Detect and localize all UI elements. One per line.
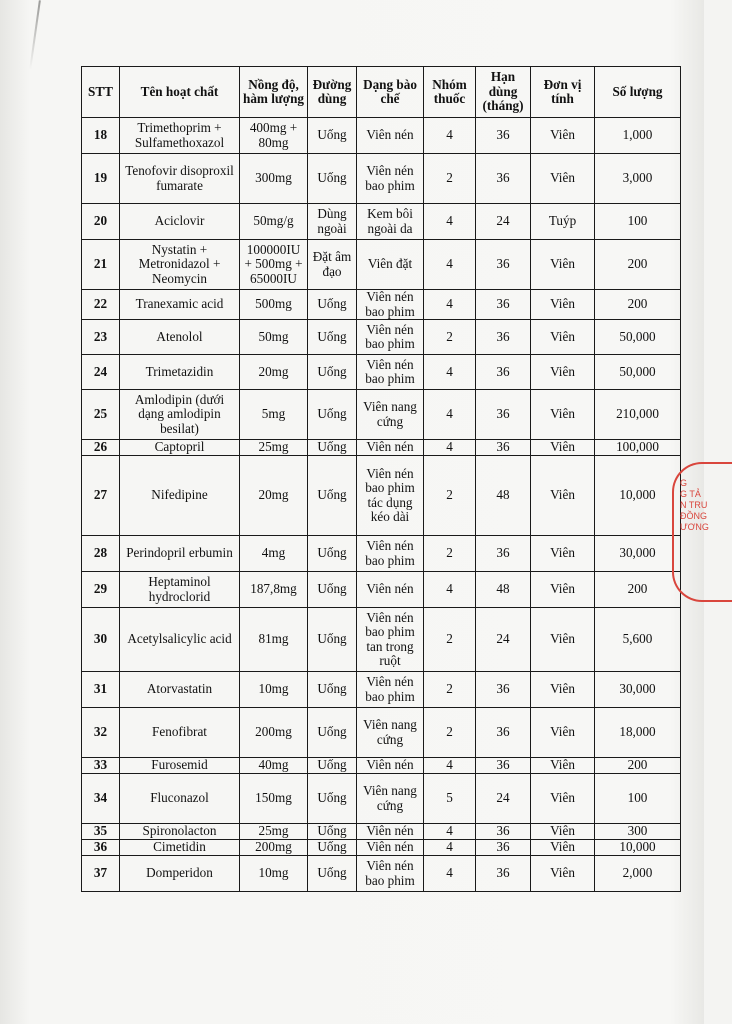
cell-dosage-form: Viên nén bao phim — [357, 320, 424, 355]
table-row — [82, 355, 681, 390]
cell-group: 4 — [424, 840, 476, 856]
cell-dosage-form: Viên nén bao phim tác dụng kéo dài — [357, 456, 424, 536]
table-row — [82, 240, 681, 290]
cell-route: Uống — [308, 708, 357, 758]
cell-group: 2 — [424, 708, 476, 758]
cell-unit: Viên — [531, 355, 595, 390]
cell-ingredient: Acetylsalicylic acid — [120, 608, 240, 672]
cell-unit: Viên — [531, 608, 595, 672]
cell-group: 5 — [424, 774, 476, 824]
cell-strength: 81mg — [240, 608, 308, 672]
cell-stt: 35 — [82, 824, 120, 840]
cell-strength: 300mg — [240, 154, 308, 204]
cell-dosage-form: Viên nén — [357, 840, 424, 856]
cell-strength: 200mg — [240, 708, 308, 758]
cell-dosage-form: Viên nén bao phim — [357, 154, 424, 204]
cell-unit: Viên — [531, 154, 595, 204]
cell-stt: 32 — [82, 708, 120, 758]
cell-group: 4 — [424, 824, 476, 840]
cell-strength: 25mg — [240, 440, 308, 456]
cell-expiry: 36 — [476, 390, 531, 440]
cell-unit: Viên — [531, 390, 595, 440]
cell-route: Uống — [308, 856, 357, 892]
cell-dosage-form: Viên nén bao phim tan trong ruột — [357, 608, 424, 672]
header-unit: Đơn vị tính — [531, 67, 595, 118]
cell-unit: Viên — [531, 320, 595, 355]
cell-quantity: 200 — [595, 290, 681, 320]
cell-quantity: 100 — [595, 204, 681, 240]
table-row — [82, 536, 681, 572]
cell-stt: 30 — [82, 608, 120, 672]
cell-expiry: 36 — [476, 440, 531, 456]
cell-unit: Viên — [531, 456, 595, 536]
cell-route: Uống — [308, 355, 357, 390]
cell-stt: 18 — [82, 118, 120, 154]
cell-group: 2 — [424, 672, 476, 708]
cell-group: 4 — [424, 290, 476, 320]
cell-ingredient: Tenofovir disoproxil fumarate — [120, 154, 240, 204]
cell-route: Đặt âm đạo — [308, 240, 357, 290]
cell-quantity: 3,000 — [595, 154, 681, 204]
stamp-line: N TRU — [680, 500, 708, 510]
cell-group: 2 — [424, 320, 476, 355]
cell-stt: 34 — [82, 774, 120, 824]
stamp-line: ƯƠNG — [680, 522, 709, 532]
cell-expiry: 36 — [476, 355, 531, 390]
cell-ingredient: Atorvastatin — [120, 672, 240, 708]
cell-expiry: 36 — [476, 536, 531, 572]
header-group: Nhóm thuốc — [424, 67, 476, 118]
cell-route: Uống — [308, 154, 357, 204]
cell-unit: Viên — [531, 536, 595, 572]
stamp-line: G TẢ — [680, 489, 701, 499]
cell-dosage-form: Viên nang cứng — [357, 708, 424, 758]
header-expiry: Hạn dùng (tháng) — [476, 67, 531, 118]
table-row — [82, 774, 681, 824]
table-row — [82, 758, 681, 774]
header-strength: Nồng độ, hàm lượng — [240, 67, 308, 118]
cell-unit: Viên — [531, 240, 595, 290]
cell-ingredient: Perindopril erbumin — [120, 536, 240, 572]
cell-stt: 26 — [82, 440, 120, 456]
cell-route: Uống — [308, 118, 357, 154]
cell-strength: 400mg + 80mg — [240, 118, 308, 154]
cell-route: Uống — [308, 672, 357, 708]
cell-route: Uống — [308, 774, 357, 824]
table-body — [82, 118, 681, 892]
cell-quantity: 100,000 — [595, 440, 681, 456]
cell-strength: 20mg — [240, 355, 308, 390]
cell-stt: 22 — [82, 290, 120, 320]
cell-dosage-form: Viên nén — [357, 572, 424, 608]
cell-expiry: 24 — [476, 608, 531, 672]
cell-stt: 23 — [82, 320, 120, 355]
cell-dosage-form: Viên nén — [357, 118, 424, 154]
cell-ingredient: Captopril — [120, 440, 240, 456]
cell-group: 2 — [424, 456, 476, 536]
table-row — [82, 290, 681, 320]
cell-unit: Viên — [531, 290, 595, 320]
cell-strength: 5mg — [240, 390, 308, 440]
header-dosage-form: Dạng bào chế — [357, 67, 424, 118]
cell-group: 4 — [424, 355, 476, 390]
cell-strength: 150mg — [240, 774, 308, 824]
cell-route: Uống — [308, 456, 357, 536]
table-row — [82, 824, 681, 840]
cell-ingredient: Tranexamic acid — [120, 290, 240, 320]
cell-stt: 28 — [82, 536, 120, 572]
cell-dosage-form: Kem bôi ngoài da — [357, 204, 424, 240]
cell-ingredient: Furosemid — [120, 758, 240, 774]
cell-ingredient: Cimetidin — [120, 840, 240, 856]
red-stamp — [672, 462, 732, 602]
table-row — [82, 572, 681, 608]
cell-strength: 50mg — [240, 320, 308, 355]
cell-group: 4 — [424, 758, 476, 774]
cell-strength: 10mg — [240, 856, 308, 892]
table-row — [82, 672, 681, 708]
cell-dosage-form: Viên nén bao phim — [357, 856, 424, 892]
header-ingredient: Tên hoạt chất — [120, 67, 240, 118]
cell-expiry: 36 — [476, 290, 531, 320]
cell-ingredient: Aciclovir — [120, 204, 240, 240]
cell-route: Uống — [308, 290, 357, 320]
cell-unit: Viên — [531, 672, 595, 708]
cell-ingredient: Trimethoprim + Sulfamethoxazol — [120, 118, 240, 154]
cell-ingredient: Domperidon — [120, 856, 240, 892]
cell-unit: Viên — [531, 440, 595, 456]
cell-quantity: 210,000 — [595, 390, 681, 440]
cell-quantity: 2,000 — [595, 856, 681, 892]
cell-expiry: 48 — [476, 456, 531, 536]
cell-strength: 4mg — [240, 536, 308, 572]
cell-quantity: 30,000 — [595, 672, 681, 708]
cell-strength: 500mg — [240, 290, 308, 320]
cell-stt: 31 — [82, 672, 120, 708]
cell-route: Uống — [308, 440, 357, 456]
cell-expiry: 36 — [476, 320, 531, 355]
cell-quantity: 200 — [595, 572, 681, 608]
cell-stt: 19 — [82, 154, 120, 204]
header-stt: STT — [82, 67, 120, 118]
table-row — [82, 840, 681, 856]
cell-ingredient: Trimetazidin — [120, 355, 240, 390]
cell-expiry: 36 — [476, 708, 531, 758]
cell-group: 2 — [424, 608, 476, 672]
cell-unit: Viên — [531, 774, 595, 824]
cell-dosage-form: Viên nén — [357, 440, 424, 456]
cell-strength: 187,8mg — [240, 572, 308, 608]
cell-unit: Viên — [531, 708, 595, 758]
cell-stt: 29 — [82, 572, 120, 608]
cell-strength: 40mg — [240, 758, 308, 774]
cell-unit: Viên — [531, 856, 595, 892]
cell-group: 4 — [424, 240, 476, 290]
header-route: Đường dùng — [308, 67, 357, 118]
cell-route: Uống — [308, 320, 357, 355]
cell-unit: Viên — [531, 840, 595, 856]
cell-expiry: 36 — [476, 856, 531, 892]
cell-quantity: 200 — [595, 240, 681, 290]
cell-quantity: 5,600 — [595, 608, 681, 672]
cell-quantity: 10,000 — [595, 456, 681, 536]
cell-ingredient: Nifedipine — [120, 456, 240, 536]
cell-dosage-form: Viên nén — [357, 824, 424, 840]
cell-stt: 24 — [82, 355, 120, 390]
cell-dosage-form: Viên nang cứng — [357, 390, 424, 440]
cell-strength: 200mg — [240, 840, 308, 856]
cell-quantity: 100 — [595, 774, 681, 824]
cell-stt: 36 — [82, 840, 120, 856]
cell-expiry: 36 — [476, 118, 531, 154]
cell-strength: 25mg — [240, 824, 308, 840]
cell-group: 4 — [424, 856, 476, 892]
table-row — [82, 118, 681, 154]
table-header-row — [82, 67, 681, 118]
cell-expiry: 36 — [476, 824, 531, 840]
cell-unit: Viên — [531, 572, 595, 608]
cell-stt: 33 — [82, 758, 120, 774]
cell-ingredient: Fluconazol — [120, 774, 240, 824]
cell-route: Uống — [308, 536, 357, 572]
drug-list-table — [81, 66, 681, 892]
cell-unit: Viên — [531, 758, 595, 774]
cell-quantity: 10,000 — [595, 840, 681, 856]
cell-group: 2 — [424, 154, 476, 204]
cell-ingredient: Heptaminol hydroclorid — [120, 572, 240, 608]
cell-dosage-form: Viên đặt — [357, 240, 424, 290]
cell-quantity: 18,000 — [595, 708, 681, 758]
stamp-line: G — [680, 478, 688, 488]
cell-dosage-form: Viên nén bao phim — [357, 536, 424, 572]
cell-route: Uống — [308, 390, 357, 440]
cell-stt: 21 — [82, 240, 120, 290]
cell-strength: 100000IU + 500mg + 65000IU — [240, 240, 308, 290]
cell-expiry: 36 — [476, 154, 531, 204]
cell-dosage-form: Viên nén bao phim — [357, 672, 424, 708]
cell-strength: 20mg — [240, 456, 308, 536]
cell-route: Uống — [308, 572, 357, 608]
stamp-line: ĐỒNG — [680, 511, 707, 521]
table-row — [82, 608, 681, 672]
table-row — [82, 856, 681, 892]
cell-group: 4 — [424, 204, 476, 240]
cell-unit: Viên — [531, 824, 595, 840]
cell-stt: 27 — [82, 456, 120, 536]
cell-expiry: 36 — [476, 840, 531, 856]
cell-expiry: 36 — [476, 758, 531, 774]
cell-ingredient: Fenofibrat — [120, 708, 240, 758]
cell-stt: 20 — [82, 204, 120, 240]
cell-ingredient: Nystatin + Metronidazol + Neomycin — [120, 240, 240, 290]
cell-quantity: 50,000 — [595, 320, 681, 355]
table-row — [82, 456, 681, 536]
cell-route: Uống — [308, 824, 357, 840]
cell-expiry: 24 — [476, 774, 531, 824]
cell-quantity: 30,000 — [595, 536, 681, 572]
cell-quantity: 50,000 — [595, 355, 681, 390]
cell-route: Uống — [308, 840, 357, 856]
cell-route: Dùng ngoài — [308, 204, 357, 240]
cell-group: 4 — [424, 572, 476, 608]
cell-expiry: 48 — [476, 572, 531, 608]
cell-unit: Tuýp — [531, 204, 595, 240]
header-quantity: Số lượng — [595, 67, 681, 118]
cell-stt: 37 — [82, 856, 120, 892]
cell-dosage-form: Viên nang cứng — [357, 774, 424, 824]
cell-quantity: 1,000 — [595, 118, 681, 154]
cell-ingredient: Spironolacton — [120, 824, 240, 840]
cell-ingredient: Amlodipin (dưới dạng amlodipin besilat) — [120, 390, 240, 440]
table-row — [82, 440, 681, 456]
cell-ingredient: Atenolol — [120, 320, 240, 355]
cell-group: 2 — [424, 536, 476, 572]
cell-strength: 50mg/g — [240, 204, 308, 240]
cell-expiry: 36 — [476, 240, 531, 290]
cell-stt: 25 — [82, 390, 120, 440]
cell-dosage-form: Viên nén bao phim — [357, 290, 424, 320]
table-row — [82, 390, 681, 440]
cell-group: 4 — [424, 118, 476, 154]
cell-route: Uống — [308, 608, 357, 672]
cell-expiry: 36 — [476, 672, 531, 708]
table-row — [82, 320, 681, 355]
cell-route: Uống — [308, 758, 357, 774]
cell-unit: Viên — [531, 118, 595, 154]
table-row — [82, 154, 681, 204]
cell-expiry: 24 — [476, 204, 531, 240]
cell-dosage-form: Viên nén — [357, 758, 424, 774]
cell-group: 4 — [424, 390, 476, 440]
cell-dosage-form: Viên nén bao phim — [357, 355, 424, 390]
cell-quantity: 300 — [595, 824, 681, 840]
cell-group: 4 — [424, 440, 476, 456]
cell-strength: 10mg — [240, 672, 308, 708]
table-row — [82, 204, 681, 240]
table-row — [82, 708, 681, 758]
cell-quantity: 200 — [595, 758, 681, 774]
